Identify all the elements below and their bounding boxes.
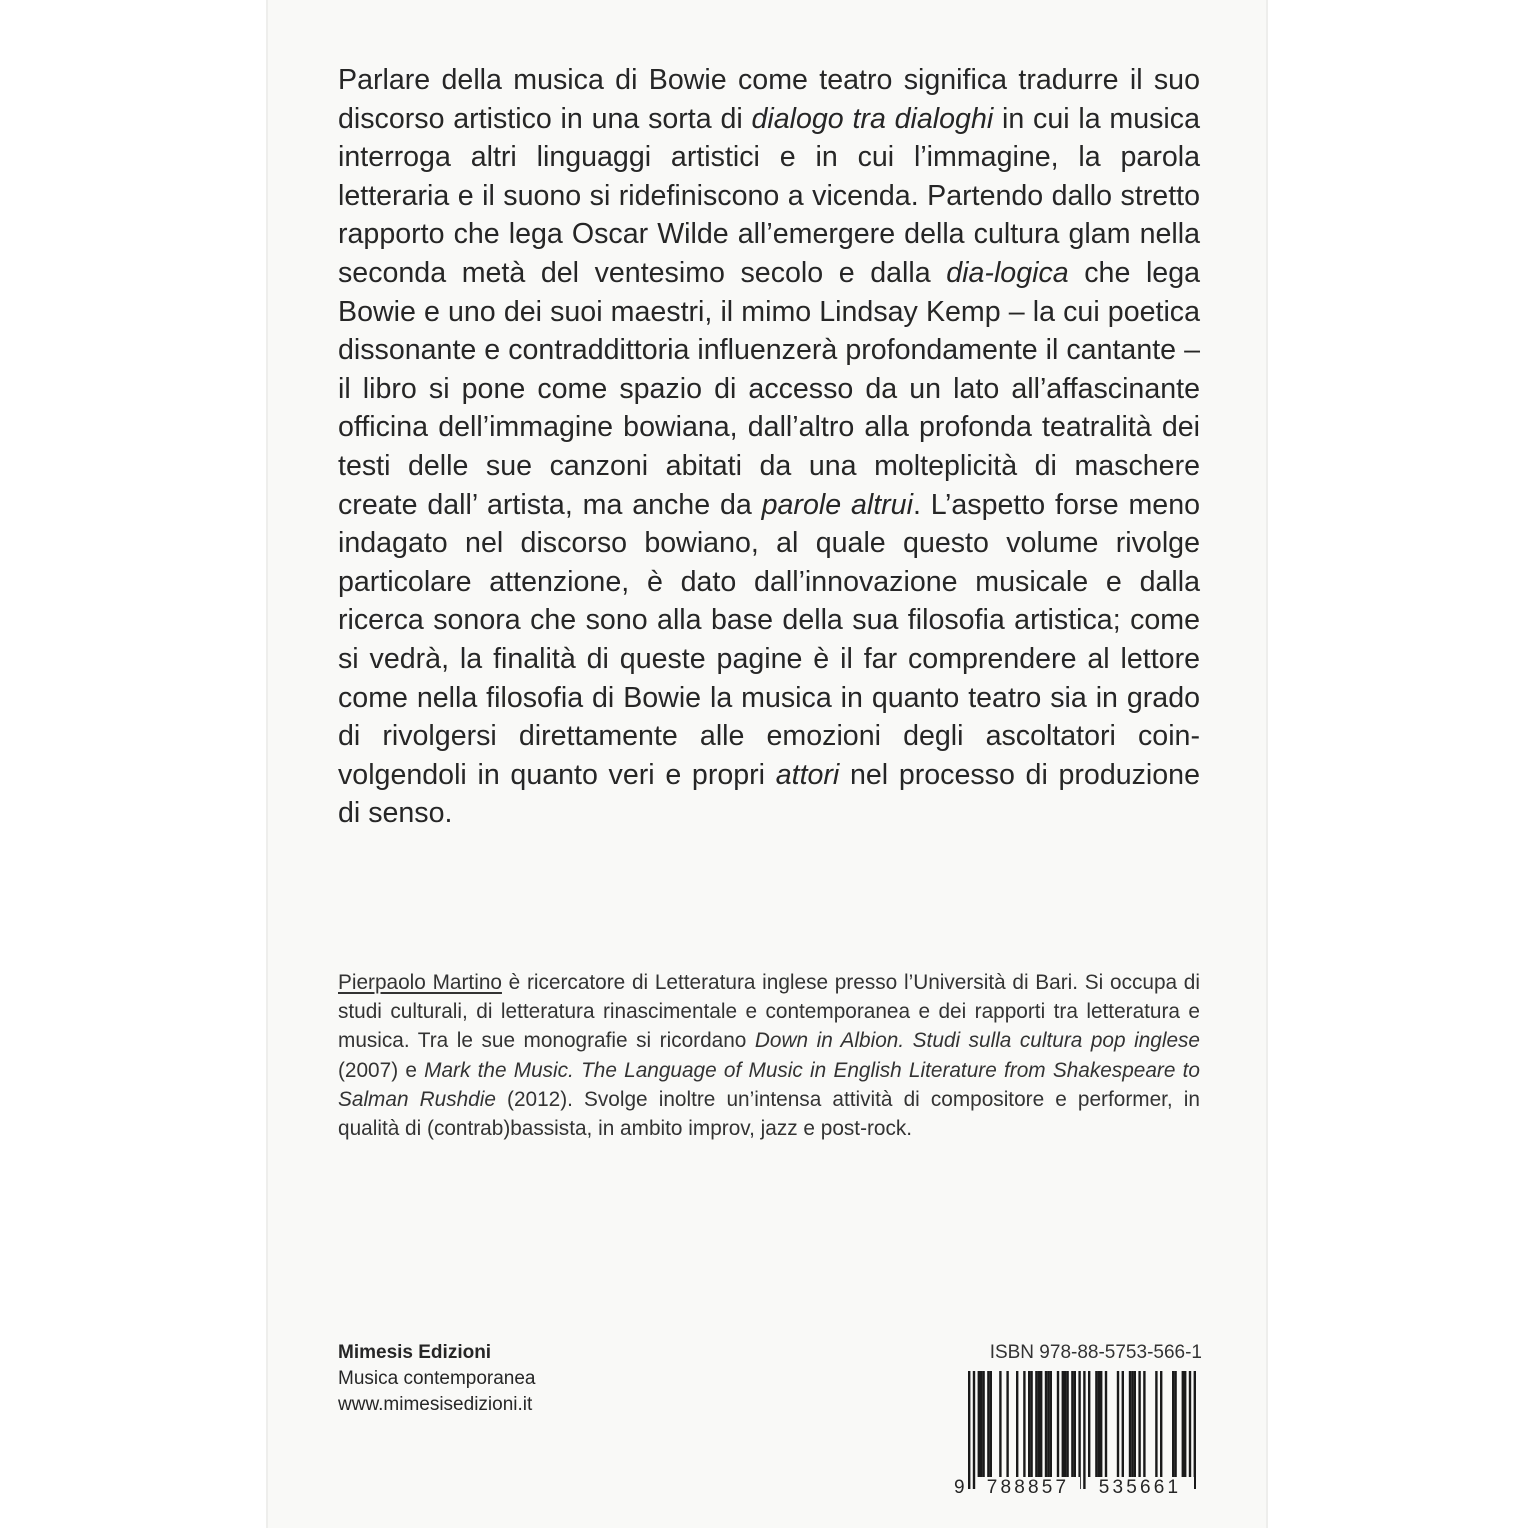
book-title: Down in Albion. Studi sulla cultura pop inglese: [754, 1029, 1200, 1053]
barcode-bars: [954, 1371, 1202, 1491]
barcode-bar: [1074, 1371, 1076, 1477]
blurb-segment: che lega Bowie e uno dei suoi maestri, il mimo Lindsay Kemp – la cui poetica dissonante e contraddittoria influenzerà profondamente il cantante – il libro si pone come spazio di accesso da un lato all’affascinante officina dell’immagine bowiana, dall’altro alla profonda teatralità dei testi delle sue canzoni abitati da una molteplicità di maschere create dall’ artista, ma anche da: [338, 256, 1200, 521]
isbn-block: [954, 1341, 1202, 1499]
barcode-bar: [1078, 1371, 1080, 1489]
barcode-bar: [1131, 1371, 1133, 1477]
bio-segment: (2012). Svolge inoltre un’intensa attività di compositore e performer, in qualità di (contrab)bassista, in ambito improv, jazz e post-rock.: [338, 1087, 1200, 1141]
barcode-bar: [1134, 1371, 1136, 1477]
barcode-bar: [1100, 1371, 1102, 1477]
barcode-bar: [1035, 1371, 1037, 1477]
publisher-website: www.mimesisedizioni.it: [338, 1394, 533, 1415]
barcode-bar: [1030, 1371, 1032, 1477]
barcode-bar: [1066, 1371, 1068, 1477]
barcode-bar: [1088, 1371, 1090, 1477]
blurb-italic-phrase: parole altrui: [761, 488, 913, 521]
publisher-info: [338, 1340, 536, 1418]
barcode-bar: [1057, 1371, 1059, 1477]
blurb-italic-phrase: dialogo tra dialoghi: [751, 102, 994, 135]
barcode-bar: [1095, 1371, 1097, 1477]
barcode-bar: [980, 1371, 982, 1477]
bio-segment: (2007) e: [338, 1058, 425, 1082]
blurb-segment: in cui la musica interroga altri linguaggi artistici e in cui l’immagine, la parola letteraria e il suono si ridefiniscono a vicenda. Partendo dallo stretto rapporto che lega Oscar Wilde all’emergere della cultura glam nella seconda metà del ventesimo secolo e dalla: [338, 102, 1200, 289]
barcode-bar: [1071, 1371, 1073, 1477]
barcode-bar: [1016, 1371, 1018, 1477]
blurb-segment: nel processo di produzione di senso.: [338, 758, 1200, 830]
blurb-text: [338, 61, 1200, 833]
barcode-digit-lead: 9: [954, 1477, 965, 1498]
barcode-bar: [1047, 1371, 1049, 1477]
cover-left-edge: [266, 0, 268, 1528]
blurb-italic-phrase: dia-logica: [946, 256, 1069, 289]
barcode-bar: [973, 1371, 975, 1489]
barcode-bar: [1184, 1371, 1186, 1477]
barcode-bar: [1023, 1371, 1025, 1477]
barcode-bar: [999, 1371, 1001, 1477]
barcode-bar: [1174, 1371, 1176, 1477]
barcode-bar: [1038, 1371, 1040, 1477]
barcode-bar: [1143, 1371, 1145, 1477]
barcode-digits-left: 788857: [976, 1477, 1080, 1499]
book-title: Mark the Music. The Language of Music in English Literature from Shakespeare to Salman Rushdie: [338, 1058, 1200, 1111]
barcode-bar: [1122, 1371, 1124, 1477]
barcode-bar: [1172, 1371, 1174, 1477]
barcode-bar: [1040, 1371, 1042, 1477]
blurb-segment: Parlare della musica di Bowie come teatro significa tradurre il suo discorso artistico in una sorta di: [338, 64, 1200, 135]
blurb-italic-phrase: attori: [775, 758, 840, 791]
barcode-bar: [1189, 1371, 1191, 1489]
isbn-barcode: [954, 1371, 1202, 1499]
bio-segment: è ricercatore di Letteratura inglese presso l’Università di Bari. Si occupa di studi culturali, di letteratura rinascimentale e contemporanea e dei rapporti tra letteratura e musica. Tra le sue monografie si ricordano: [338, 971, 1200, 1053]
barcode-bar: [1117, 1371, 1119, 1477]
book-back-cover: [266, 0, 1268, 1528]
barcode-bar: [1105, 1371, 1107, 1477]
barcode-bar: [1045, 1371, 1047, 1477]
barcode-bar: [1160, 1371, 1162, 1477]
barcode-bar: [1006, 1371, 1008, 1477]
barcode-bar: [1062, 1371, 1064, 1477]
barcode-bar: [1028, 1371, 1030, 1477]
blurb-segment: . L’aspetto forse meno indagato nel discorso bowiano, al quale questo volume rivolge particolare attenzione, è dato dall’innovazione musicale e dalla ricerca sonora che sono alla base della sua filosofia artistica; come si vedrà, la finalità di queste pagine è il far comprendere al lettore come nella filosofia di Bowie la musica in quanto teatro sia in grado di rivolgersi direttamente alle emozioni degli ascoltatori coinvolgendoli in quanto veri e propri: [338, 488, 1200, 791]
barcode-bar: [1182, 1371, 1184, 1477]
barcode-bar: [1194, 1371, 1196, 1489]
barcode-bar: [987, 1371, 989, 1477]
barcode-bar: [1083, 1371, 1085, 1489]
cover-right-edge: [1266, 0, 1268, 1528]
barcode-bar: [1050, 1371, 1052, 1477]
barcode-bar: [1155, 1371, 1157, 1477]
barcode-bar: [990, 1371, 992, 1477]
barcode-bar: [1138, 1371, 1140, 1477]
barcode-bar: [1098, 1371, 1100, 1477]
barcode-bar: [968, 1371, 970, 1489]
barcode-digits-right: 535661: [1086, 1477, 1194, 1499]
barcode-bar: [1064, 1371, 1066, 1477]
series-name: Musica contemporanea: [338, 1368, 536, 1389]
author-name: Pierpaolo Martino: [338, 971, 502, 994]
barcode-bar: [982, 1371, 984, 1477]
isbn-label: ISBN 978-88-5753-566-1: [989, 1342, 1202, 1363]
barcode-bar: [978, 1371, 980, 1477]
barcode-bar: [1129, 1371, 1131, 1477]
author-bio: [338, 968, 1200, 1143]
publisher-name: Mimesis Edizioni: [338, 1342, 492, 1363]
